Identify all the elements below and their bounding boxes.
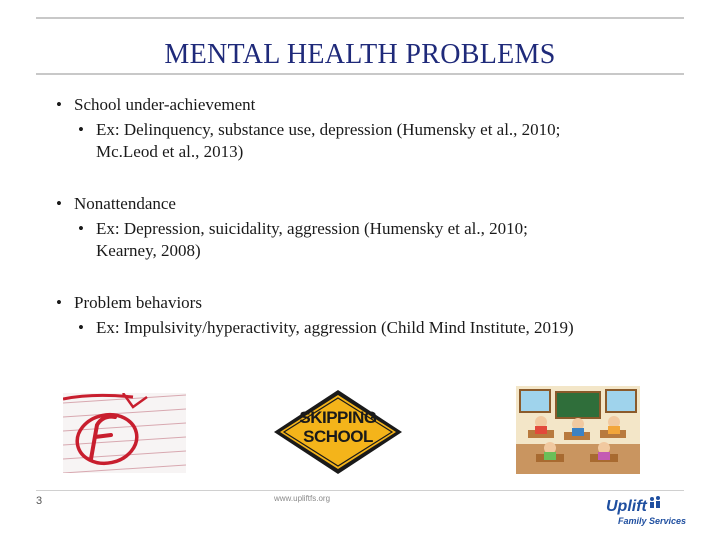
bullet-item: • School under-achievement xyxy=(56,94,676,116)
logo-subtitle: Family Services xyxy=(618,516,687,526)
sub-bullet-line: Kearney, 2008) xyxy=(96,241,201,260)
bullet-group-2 xyxy=(56,193,676,262)
bullet-group-1 xyxy=(56,94,676,163)
uplift-logo xyxy=(606,496,690,530)
sign-line-1: SKIPPING xyxy=(299,408,377,427)
slide-title: MENTAL HEALTH PROBLEMS xyxy=(164,39,556,70)
sub-bullet-line: Mc.Leod et al., 2013) xyxy=(96,142,244,161)
bullet-group-3 xyxy=(56,292,676,339)
classroom-cartoon-image xyxy=(516,386,640,474)
title-rule xyxy=(36,73,684,75)
logo-name: Uplift xyxy=(606,498,647,515)
sub-bullet-item xyxy=(56,218,676,262)
sub-bullet-line: • Ex: Depression, suicidality, aggression (Humensky et al., 2010; xyxy=(96,219,528,238)
bullet-item: • Nonattendance xyxy=(56,193,676,215)
sub-bullet-item xyxy=(56,317,676,339)
skipping-school-sign-image xyxy=(272,388,404,476)
sub-bullet-line: • Ex: Impulsivity/hyperactivity, aggression (Child Mind Institute, 2019) xyxy=(96,318,574,337)
top-rule xyxy=(36,17,684,19)
sub-bullet-item xyxy=(56,119,676,163)
footer-url: www.upliftfs.org xyxy=(274,494,331,503)
graded-paper-image xyxy=(63,393,186,473)
sub-bullet-line: • Ex: Delinquency, substance use, depression (Humensky et al., 2010; xyxy=(96,120,561,139)
bullet-item: • Problem behaviors xyxy=(56,292,676,314)
logo-people-icon xyxy=(648,496,664,508)
sign-line-2: SCHOOL xyxy=(303,427,373,446)
page-number: 3 xyxy=(36,495,43,507)
bullet-list xyxy=(56,94,676,369)
footer-rule xyxy=(36,490,684,491)
